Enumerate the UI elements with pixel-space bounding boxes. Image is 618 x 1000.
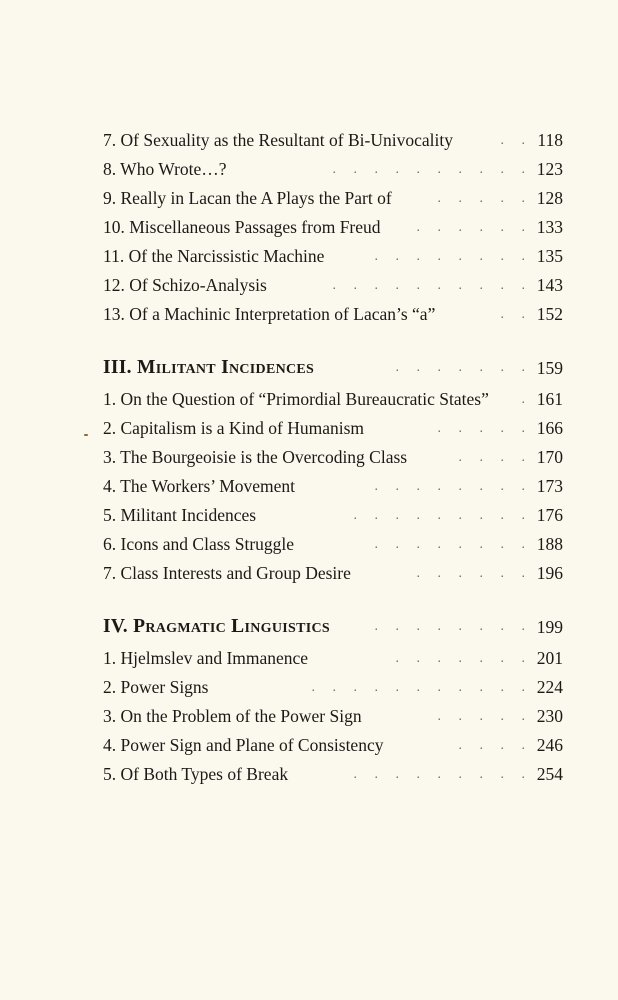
dot-leader: . . . . . [437, 421, 525, 436]
entry-title: 7. Class Interests and Group Desire [103, 563, 351, 583]
entry-title: 13. Of a Machinic Interpretation of Lacan’s “a” [103, 304, 436, 324]
toc-entry [103, 731, 563, 760]
dot-leader: . . . . [458, 450, 525, 465]
entry-title: 9. Really in Lacan the A Plays the Part of [103, 188, 392, 208]
dot-leader: . . . . . [437, 709, 525, 724]
dot-leader: . . . . . . . . . [353, 508, 525, 523]
entry-page-number: 128 [536, 188, 563, 208]
toc-entry [103, 300, 563, 329]
toc-entry [103, 184, 563, 213]
entry-page-number: 173 [536, 476, 563, 496]
dot-leader: . . . . . . . . . . [332, 162, 525, 177]
toc-entry [103, 472, 563, 501]
entry-title: 7. Of Sexuality as the Resultant of Bi-Univocality [103, 130, 453, 150]
entry-title: 3. The Bourgeoisie is the Overcoding Class [103, 447, 408, 467]
entry-page-number: 246 [536, 735, 563, 755]
toc-entry [103, 673, 563, 702]
entry-page-number: 196 [536, 563, 563, 583]
section-gap [103, 329, 563, 351]
dot-leader: . . . . . [437, 191, 525, 206]
entry-page-number: 188 [536, 534, 563, 554]
entry-page-number: 170 [536, 447, 563, 467]
section-page-number: 159 [536, 358, 563, 378]
section-title: IV. Pragmatic Linguistics [103, 616, 330, 637]
dot-leader: . . . . . . . . [374, 619, 525, 634]
entry-page-number: 143 [536, 275, 563, 295]
entry-title: 4. The Workers’ Movement [103, 476, 296, 496]
dot-leader: . . . . . . . [395, 360, 525, 375]
entry-page-number: 166 [536, 418, 563, 438]
entry-title: 11. Of the Narcissistic Machine [103, 246, 325, 266]
entry-page-number: 133 [536, 217, 563, 237]
section-page-number: 199 [536, 617, 563, 637]
entry-title: 2. Capitalism is a Kind of Humanism [103, 418, 365, 438]
dot-leader: . . [500, 133, 525, 148]
toc-entry [103, 644, 563, 673]
entry-page-number: 123 [536, 159, 563, 179]
dot-leader: . . . . . . [416, 566, 525, 581]
toc-entry [103, 501, 563, 530]
toc-entry [103, 213, 563, 242]
dot-leader: . [521, 392, 525, 407]
entry-page-number: 176 [536, 505, 563, 525]
dot-leader: . . [500, 307, 525, 322]
dot-leader: . . . . . . . . [374, 479, 525, 494]
toc-entry [103, 702, 563, 731]
entry-title: 10. Miscellaneous Passages from Freud [103, 217, 381, 237]
dot-leader: . . . . [458, 738, 525, 753]
entry-title: 6. Icons and Class Struggle [103, 534, 295, 554]
entry-title: 8. Who Wrote…? [103, 159, 227, 179]
entry-title: 2. Power Signs [103, 677, 209, 697]
toc-entry [103, 155, 563, 184]
section-gap [103, 588, 563, 610]
dot-leader: . . . . . . . . . . . [311, 680, 525, 695]
toc-entry [103, 530, 563, 559]
entry-page-number: 230 [536, 706, 563, 726]
toc-entry [103, 414, 563, 443]
toc-entry [103, 271, 563, 300]
dot-leader: . . . . . . . . [374, 537, 525, 552]
toc-entry [103, 443, 563, 472]
toc-entry [103, 559, 563, 588]
ink-mark [84, 434, 88, 436]
entry-title: 5. Militant Incidences [103, 505, 257, 525]
entry-title: 12. Of Schizo-Analysis [103, 275, 267, 295]
toc-section-heading [103, 610, 563, 644]
dot-leader: . . . . . . . [395, 651, 525, 666]
entry-page-number: 161 [536, 389, 563, 409]
entry-page-number: 224 [536, 677, 563, 697]
entry-page-number: 118 [537, 130, 563, 150]
toc-entry [103, 242, 563, 271]
dot-leader: . . . . . . . . [374, 249, 525, 264]
toc-section-heading [103, 351, 563, 385]
entry-page-number: 152 [536, 304, 563, 324]
entry-title: 3. On the Problem of the Power Sign [103, 706, 362, 726]
entry-page-number: 135 [536, 246, 563, 266]
dot-leader: . . . . . . [416, 220, 525, 235]
dot-leader: . . . . . . . . . . [332, 278, 525, 293]
section-title: III. Militant Incidences [103, 357, 315, 378]
entry-title: 4. Power Sign and Plane of Consistency [103, 735, 384, 755]
entry-title: 1. Hjelmslev and Immanence [103, 648, 309, 668]
entry-title: 5. Of Both Types of Break [103, 764, 289, 784]
toc-entry [103, 126, 563, 155]
entry-page-number: 201 [536, 648, 563, 668]
entry-page-number: 254 [536, 764, 563, 784]
entry-title: 1. On the Question of “Primordial Bureaucratic States” [103, 389, 489, 409]
toc-entry [103, 385, 563, 414]
table-of-contents [103, 126, 563, 789]
dot-leader: . . . . . . . . . [353, 767, 525, 782]
toc-entry [103, 760, 563, 789]
